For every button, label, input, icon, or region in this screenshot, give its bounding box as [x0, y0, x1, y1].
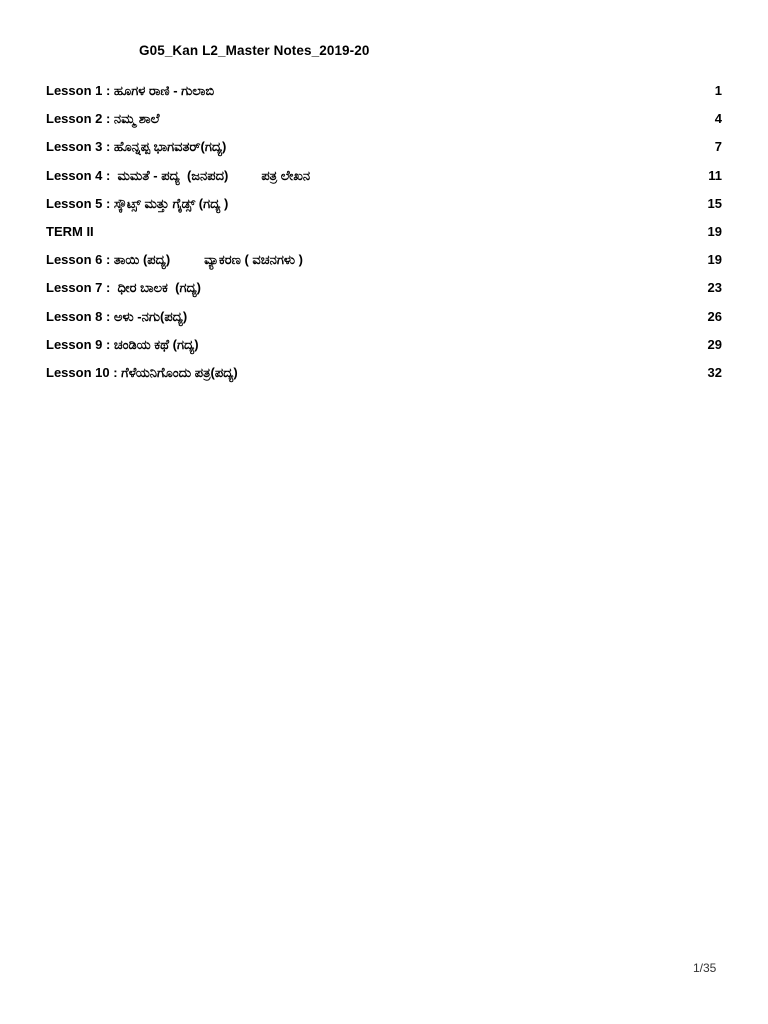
- toc-row-lesson-2: [46, 111, 722, 139]
- toc-extra-topic: ಪತ್ರ ಲೇಖನ: [261, 167, 311, 183]
- toc-page-number: 23: [707, 280, 722, 296]
- toc-entry: [46, 280, 201, 296]
- page-title: G05_Kan L2_Master Notes_2019-20: [139, 43, 370, 58]
- toc-page-number: 11: [708, 167, 722, 183]
- toc-entry: [46, 196, 228, 212]
- toc-row-lesson-8: [46, 309, 722, 337]
- toc-label: Lesson 10 : ಗೆಳೆಯನಿಗೊಂದು ಪತ್ರ(ಪದ್ಯ): [46, 364, 238, 380]
- toc-page-number: 7: [714, 139, 722, 155]
- toc-entry: [46, 365, 238, 381]
- toc-label: Lesson 4 : ಮಮತೆ - ಪದ್ಯ (ಜನಪದ): [46, 167, 229, 183]
- toc-extra-topic: ವ್ಯಾಕರಣ ( ವಚನಗಳು ): [204, 252, 304, 268]
- toc-entry: [46, 139, 226, 155]
- toc-label: Lesson 9 : ಚಂಡಿಯ ಕಥೆ (ಗದ್ಯ): [46, 336, 199, 352]
- toc-entry: [46, 111, 160, 127]
- toc-page-number: 1: [714, 83, 722, 98]
- toc-page-number: 19: [707, 252, 722, 268]
- toc-row-lesson-9: [46, 337, 722, 365]
- toc-page-number: 4: [714, 111, 722, 127]
- toc-row-lesson-7: [46, 280, 722, 308]
- toc-row-lesson-6: [46, 252, 722, 280]
- toc-entry: [46, 224, 94, 239]
- toc-page-number: 29: [707, 336, 722, 352]
- toc-page-number: 15: [707, 195, 722, 211]
- toc-label: TERM II: [46, 223, 94, 239]
- toc-entry: [46, 252, 303, 268]
- toc-row-lesson-3: [46, 139, 722, 167]
- table-of-contents: [46, 83, 722, 393]
- toc-row-lesson-10: [46, 365, 722, 393]
- page-counter: 1/35: [693, 961, 717, 975]
- toc-label: Lesson 5 : ಸ್ಕೌಟ್ಸ್ ಮತ್ತು ಗೈಡ್ಸ್ (ಗದ್ಯ ): [46, 195, 229, 211]
- toc-entry: [46, 309, 187, 325]
- toc-row-lesson-1: [46, 83, 722, 111]
- toc-page-number: 32: [707, 364, 722, 380]
- toc-entry: [46, 337, 199, 353]
- toc-row-term-2: [46, 224, 722, 252]
- toc-label: Lesson 1 : ಹೂಗಳ ರಾಣಿ - ಗುಲಾಬಿ: [46, 83, 215, 98]
- toc-entry: [46, 83, 214, 99]
- toc-row-lesson-5: [46, 196, 722, 224]
- toc-label: Lesson 6 : ತಾಯಿ (ಪದ್ಯ): [46, 252, 171, 268]
- toc-entry: [46, 168, 310, 184]
- toc-label: Lesson 7 : ಧೀರ ಬಾಲಕ (ಗದ್ಯ): [46, 280, 201, 296]
- toc-row-lesson-4: [46, 168, 722, 196]
- toc-page-number: 26: [707, 308, 722, 324]
- toc-label: Lesson 8 : ಅಳು -ನಗು(ಪದ್ಯ): [46, 308, 188, 324]
- toc-label: Lesson 3 : ಹೊನ್ನಪ್ಪ ಭಾಗವತರ್(ಗದ್ಯ): [46, 139, 227, 155]
- toc-label: Lesson 2 : ನಮ್ಮ ಶಾಲೆ: [46, 111, 160, 127]
- toc-page-number: 19: [707, 223, 722, 239]
